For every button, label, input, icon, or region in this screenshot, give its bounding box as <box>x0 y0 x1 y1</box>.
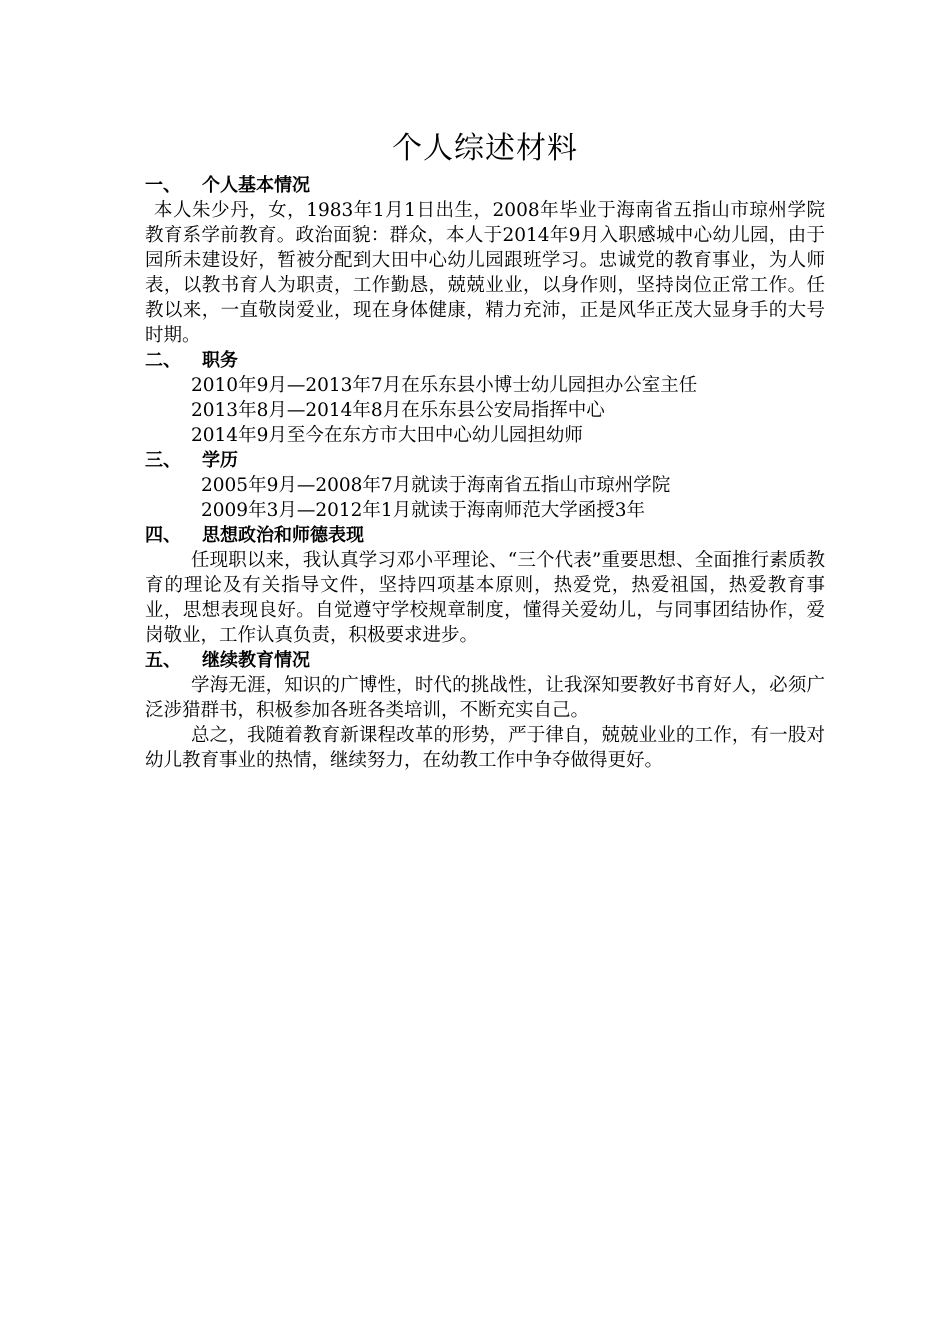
document-page <box>145 125 825 773</box>
position-line: 2014年9月至今在东方市大田中心幼儿园担幼师 <box>191 425 583 446</box>
section-number: 四、 <box>145 525 181 546</box>
section-title: 学历 <box>202 450 238 471</box>
paragraph: 学海无涯，知识的广博性，时代的挑战性，让我深知要教好书育好人，必须广泛涉猎群书，积极参加各班各类培训，不断充实自己。 <box>145 675 825 721</box>
section-number: 二、 <box>145 350 181 371</box>
section-positions <box>145 348 825 448</box>
section-basic-info <box>145 173 825 348</box>
section-title: 个人基本情况 <box>202 175 310 196</box>
section-title: 继续教育情况 <box>202 650 310 671</box>
document-title: 个人综述材料 <box>392 131 578 166</box>
section-ethics <box>145 523 825 648</box>
section-number: 五、 <box>145 650 181 671</box>
position-line: 2010年9月—2013年7月在乐东县小博士幼儿园担办公室主任 <box>191 375 698 396</box>
section-heading <box>145 523 825 548</box>
section-heading <box>145 448 825 473</box>
position-line: 2013年8月—2014年8月在乐东县公安局指挥中心 <box>191 400 605 421</box>
section-number: 一、 <box>145 175 181 196</box>
education-line: 2009年3月—2012年1月就读于海南师范大学函授3年 <box>201 500 645 521</box>
section-education <box>145 448 825 523</box>
section-heading <box>145 348 825 373</box>
section-title: 职务 <box>202 350 238 371</box>
section-heading <box>145 173 825 198</box>
section-title: 思想政治和师德表现 <box>202 525 364 546</box>
paragraph: 本人朱少丹，女，1983年1月1日出生，2008年毕业于海南省五指山市琼州学院教育系学前教育。政治面貌：群众，本人于2014年9月入职感城中心幼儿园，由于园所未建设好，暂被分配到大田中心幼儿园跟班学习。忠诚党的教育事业，为人师表，以教书育人为职责，工作勤恳，兢兢业业，以身作则，坚持岗位正常工作。任教以来，一直敬岗爱业，现在身体健康，精力充沛，正是风华正茂大显身手的大号时期。 <box>145 200 825 346</box>
education-line: 2005年9月—2008年7月就读于海南省五指山市琼州学院 <box>201 475 671 496</box>
paragraph: 任现职以来，我认真学习邓小平理论、“三个代表”重要思想、全面推行素质教育的理论及有关指导文件，坚持四项基本原则，热爱党，热爱祖国，热爱教育事业，思想表现良好。自觉遵守学校规章制度，懂得关爱幼儿，与同事团结协作，爱岗敬业，工作认真负责，积极要求进步。 <box>145 550 825 646</box>
section-heading <box>145 648 825 673</box>
section-number: 三、 <box>145 450 181 471</box>
section-continuing-education <box>145 648 825 773</box>
paragraph: 总之，我随着教育新课程改革的形势，严于律自，兢兢业业的工作，有一股对幼儿教育事业的热情，继续努力，在幼教工作中争夺做得更好。 <box>145 725 825 771</box>
